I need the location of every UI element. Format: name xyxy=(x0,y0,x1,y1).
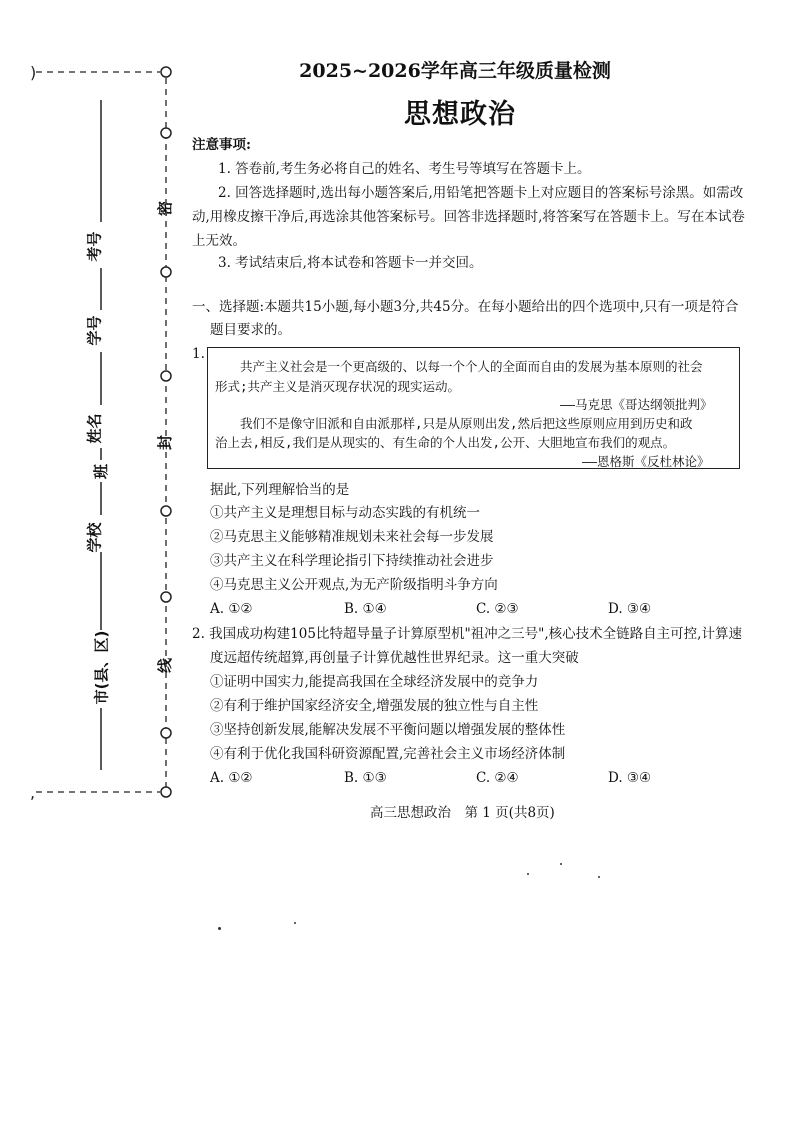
q2-option-2: ②有利于维护国家经济安全,增强发展的独立性与自主性 xyxy=(210,698,539,714)
subject-title: 思想政治 xyxy=(404,99,516,130)
q2-choice-c: C. ②④ xyxy=(476,770,519,786)
q1-source2: ——恩格斯《反杜林论》 xyxy=(582,454,710,469)
section-heading-line2: 题目要求的。 xyxy=(210,322,291,338)
q1-number: 1. xyxy=(192,346,205,362)
scan-speck xyxy=(560,863,562,865)
q1-quote1-line2: 形式;共产主义是消灭现存状况的现实运动。 xyxy=(215,379,461,394)
q1-choice-b: B. ①④ xyxy=(344,601,387,617)
binding-label-exam-id: 考号 xyxy=(85,231,104,262)
q2-option-1: ①证明中国实力,能提高我国在全球经济发展中的竞争力 xyxy=(210,674,539,690)
q2-option-3: ③坚持创新发展,能解决发展不平衡问题以增强发展的整体性 xyxy=(210,722,566,738)
cut-word-seal-2: 封 xyxy=(156,434,175,451)
section-heading-line1: 一、选择题:本题共15小题,每小题3分,共45分。在每小题给出的四个选项中,只有一项是符合 xyxy=(192,299,739,315)
page-footer: 高三思想政治 第 1 页(共8页) xyxy=(370,805,555,821)
cut-word-seal-3: 线 xyxy=(156,657,175,674)
q1-option-3: ③共产主义在科学理论指引下持续推动社会进步 xyxy=(210,553,494,569)
q1-choice-d: D. ③④ xyxy=(608,601,652,617)
scan-speck xyxy=(218,927,221,930)
q1-source1: ——马克思《哥达纲领批判》 xyxy=(560,397,713,412)
cut-word-seal-1: 密 xyxy=(156,200,175,217)
q1-quote1-line1: 共产主义社会是一个更高级的、以每一个个人的全面而自由的发展为基本原则的社会 xyxy=(240,359,703,374)
q2-stem-line2: 度远超传统超算,再创量子计算优越性世界纪录。这一重大突破 xyxy=(210,650,579,666)
svg-text:,: , xyxy=(30,783,36,802)
q2-option-4: ④有利于优化我国科研资源配置,完善社会主义市场经济体制 xyxy=(210,746,566,762)
q1-quote2-line2: 治上去,相反,我们是从现实的、有生命的个人出发,公开、大胆地宣布我们的观点。 xyxy=(215,435,676,450)
q1-option-1: ①共产主义是理想目标与动态实践的有机统一 xyxy=(210,505,480,521)
binding-label-class: 班 xyxy=(92,463,111,480)
binding-label-name: 姓名 xyxy=(85,413,104,444)
binding-label-city: 市(县、区) xyxy=(92,630,111,705)
scan-speck xyxy=(598,876,600,878)
notice-item-1: 1. 答卷前,考生务必将自己的姓名、考生号等填写在答题卡上。 xyxy=(218,161,591,177)
q2-choice-a: A. ①② xyxy=(210,770,253,786)
notice-heading: 注意事项: xyxy=(192,137,251,153)
notice-item-3: 3. 考试结束后,将本试卷和答题卡一并交回。 xyxy=(218,255,483,271)
notice-item-2-end: 上无效。 xyxy=(192,233,246,249)
q1-option-4: ④马克思主义公开观点,为无产阶级指明斗争方向 xyxy=(210,577,498,593)
q1-choice-c: C. ②③ xyxy=(476,601,519,617)
q2-stem-line1: 2. 我国成功构建105比特超导量子计算原型机"祖冲之三号",核心技术全链路自主可控,计算速 xyxy=(192,626,742,642)
q1-choice-a: A. ①② xyxy=(210,601,253,617)
scan-speck xyxy=(294,922,296,924)
notice-item-2-cont: 动,用橡皮擦干净后,再选涂其他答案标号。回答非选择题时,将答案写在答题卡上。写在本试卷 xyxy=(192,209,745,225)
notice-item-2: 2. 回答选择题时,选出每小题答案后,用铅笔把答题卡上对应题目的答案标号涂黑。如需改 xyxy=(218,185,744,201)
binding-label-student-id: 学号 xyxy=(85,315,104,346)
scan-speck xyxy=(527,873,529,875)
q2-choice-b: B. ①③ xyxy=(344,770,387,786)
binding-label-school: 学校 xyxy=(85,522,104,553)
q2-choice-d: D. ③④ xyxy=(608,770,652,786)
exam-title: 2025~2026学年高三年级质量检测 xyxy=(299,60,611,82)
q1-quote2-line1: 我们不是像守旧派和自由派那样,只是从原则出发,然后把这些原则应用到历史和政 xyxy=(240,416,693,431)
q1-option-2: ②马克思主义能够精准规划未来社会每一步发展 xyxy=(210,529,494,545)
q1-stem: 据此,下列理解恰当的是 xyxy=(210,482,350,498)
svg-text:): ) xyxy=(30,63,37,82)
